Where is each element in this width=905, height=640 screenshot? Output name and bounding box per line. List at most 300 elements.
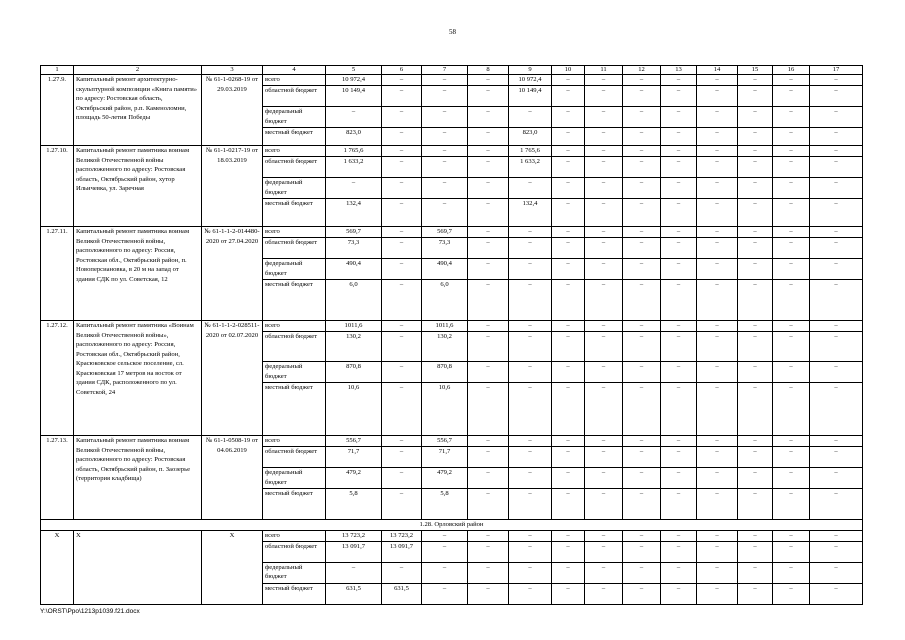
- item-name: Х: [74, 530, 202, 604]
- value-cell: –: [661, 280, 697, 321]
- value-cell: –: [468, 436, 509, 447]
- section-title: 1.28. Орловский район: [41, 520, 863, 531]
- funding-source: федеральный бюджет: [263, 259, 326, 280]
- value-cell: –: [773, 128, 810, 146]
- value-cell: 569,7: [326, 227, 382, 238]
- value-cell: 132,4: [326, 199, 382, 227]
- funding-source: областной бюджет: [263, 332, 326, 362]
- value-cell: –: [509, 530, 552, 541]
- value-cell: –: [773, 383, 810, 436]
- value-cell: –: [773, 468, 810, 489]
- value-cell: –: [773, 259, 810, 280]
- value-cell: –: [738, 107, 773, 128]
- value-cell: –: [509, 178, 552, 199]
- value-cell: –: [585, 530, 623, 541]
- value-cell: –: [585, 157, 623, 178]
- funding-source: федеральный бюджет: [263, 107, 326, 128]
- value-cell: –: [738, 489, 773, 520]
- value-cell: –: [326, 107, 382, 128]
- funding-source: федеральный бюджет: [263, 362, 326, 383]
- value-cell: –: [661, 107, 697, 128]
- page-number: 58: [449, 28, 456, 36]
- value-cell: –: [810, 199, 863, 227]
- value-cell: 1 633,2: [326, 157, 382, 178]
- value-cell: –: [697, 362, 738, 383]
- value-cell: –: [738, 447, 773, 468]
- value-cell: –: [661, 238, 697, 259]
- value-cell: –: [661, 541, 697, 562]
- value-cell: –: [623, 227, 661, 238]
- column-number: 13: [661, 66, 697, 75]
- value-cell: –: [661, 362, 697, 383]
- value-cell: –: [810, 332, 863, 362]
- value-cell: –: [810, 530, 863, 541]
- value-cell: –: [773, 489, 810, 520]
- value-cell: –: [468, 489, 509, 520]
- value-cell: –: [422, 530, 468, 541]
- value-cell: –: [585, 583, 623, 604]
- value-cell: –: [661, 468, 697, 489]
- value-cell: –: [697, 468, 738, 489]
- value-cell: –: [585, 199, 623, 227]
- value-cell: –: [468, 146, 509, 157]
- value-cell: –: [552, 259, 585, 280]
- value-cell: –: [738, 86, 773, 107]
- value-cell: 10,6: [422, 383, 468, 436]
- funding-source: местный бюджет: [263, 280, 326, 321]
- value-cell: –: [468, 447, 509, 468]
- value-cell: –: [468, 157, 509, 178]
- value-cell: 823,0: [326, 128, 382, 146]
- value-cell: –: [552, 227, 585, 238]
- value-cell: –: [326, 562, 382, 583]
- value-cell: –: [552, 178, 585, 199]
- value-cell: –: [697, 383, 738, 436]
- value-cell: –: [468, 332, 509, 362]
- value-cell: –: [623, 86, 661, 107]
- value-cell: –: [661, 321, 697, 332]
- value-cell: –: [697, 75, 738, 86]
- value-cell: –: [422, 178, 468, 199]
- item-document: № 61-1-1-2-028511-2020 от 02.07.2020: [202, 321, 263, 436]
- value-cell: –: [382, 75, 422, 86]
- funding-source: местный бюджет: [263, 128, 326, 146]
- value-cell: –: [422, 562, 468, 583]
- value-cell: –: [738, 259, 773, 280]
- value-cell: –: [738, 128, 773, 146]
- value-cell: –: [773, 178, 810, 199]
- value-cell: –: [697, 447, 738, 468]
- value-cell: –: [810, 107, 863, 128]
- funding-source: всего: [263, 146, 326, 157]
- value-cell: –: [623, 128, 661, 146]
- item-number: 1.27.9.: [41, 75, 74, 146]
- value-cell: –: [509, 259, 552, 280]
- value-cell: –: [738, 157, 773, 178]
- value-cell: –: [552, 530, 585, 541]
- value-cell: –: [585, 362, 623, 383]
- item-document: № 61-1-0268-19 от 29.03.2019: [202, 75, 263, 146]
- value-cell: –: [585, 280, 623, 321]
- value-cell: –: [773, 562, 810, 583]
- value-cell: –: [810, 468, 863, 489]
- value-cell: –: [382, 157, 422, 178]
- value-cell: –: [468, 530, 509, 541]
- value-cell: –: [509, 468, 552, 489]
- value-cell: –: [661, 447, 697, 468]
- value-cell: –: [468, 321, 509, 332]
- value-cell: –: [552, 583, 585, 604]
- item-document: № 61-1-1-2-014480-2020 от 27.04.2020: [202, 227, 263, 321]
- value-cell: –: [623, 75, 661, 86]
- funding-source: местный бюджет: [263, 489, 326, 520]
- value-cell: 1 633,2: [509, 157, 552, 178]
- item-name: Капитальный ремонт архитектурно-скульптурной композиции «Книга памяти» по адресу: Ростовская область, Октябрьский район, р.п. Каменоломни, площадь 50-летия Победы: [74, 75, 202, 146]
- value-cell: –: [773, 238, 810, 259]
- value-cell: –: [810, 447, 863, 468]
- value-cell: 823,0: [509, 128, 552, 146]
- value-cell: –: [552, 489, 585, 520]
- value-cell: –: [382, 332, 422, 362]
- value-cell: –: [697, 530, 738, 541]
- column-number: 1: [41, 66, 74, 75]
- value-cell: –: [738, 199, 773, 227]
- value-cell: –: [697, 107, 738, 128]
- value-cell: –: [697, 128, 738, 146]
- value-cell: –: [697, 583, 738, 604]
- value-cell: –: [422, 107, 468, 128]
- value-cell: –: [382, 227, 422, 238]
- value-cell: –: [422, 86, 468, 107]
- value-cell: –: [585, 383, 623, 436]
- item-document: Х: [202, 530, 263, 604]
- value-cell: –: [468, 86, 509, 107]
- funding-source: всего: [263, 530, 326, 541]
- value-cell: –: [509, 436, 552, 447]
- value-cell: –: [810, 238, 863, 259]
- value-cell: –: [738, 530, 773, 541]
- value-cell: –: [738, 562, 773, 583]
- budget-table: [40, 65, 863, 605]
- value-cell: –: [623, 238, 661, 259]
- value-cell: 132,4: [509, 199, 552, 227]
- value-cell: –: [697, 157, 738, 178]
- value-cell: –: [773, 332, 810, 362]
- value-cell: –: [382, 259, 422, 280]
- value-cell: –: [585, 541, 623, 562]
- value-cell: –: [810, 562, 863, 583]
- item-number: 1.27.11.: [41, 227, 74, 321]
- column-number: 8: [468, 66, 509, 75]
- funding-source: федеральный бюджет: [263, 178, 326, 199]
- item-number: 1.27.13.: [41, 436, 74, 520]
- value-cell: –: [697, 259, 738, 280]
- value-cell: –: [552, 332, 585, 362]
- value-cell: –: [552, 86, 585, 107]
- value-cell: –: [552, 541, 585, 562]
- value-cell: –: [623, 280, 661, 321]
- value-cell: –: [382, 468, 422, 489]
- value-cell: –: [738, 75, 773, 86]
- column-number: 16: [773, 66, 810, 75]
- funding-source: федеральный бюджет: [263, 468, 326, 489]
- value-cell: 1 765,6: [326, 146, 382, 157]
- value-cell: –: [623, 562, 661, 583]
- value-cell: –: [773, 321, 810, 332]
- value-cell: 71,7: [422, 447, 468, 468]
- value-cell: –: [552, 280, 585, 321]
- value-cell: –: [661, 227, 697, 238]
- funding-source: местный бюджет: [263, 199, 326, 227]
- value-cell: –: [623, 447, 661, 468]
- value-cell: –: [773, 75, 810, 86]
- value-cell: –: [738, 146, 773, 157]
- value-cell: –: [697, 227, 738, 238]
- column-number: 6: [382, 66, 422, 75]
- value-cell: –: [773, 227, 810, 238]
- value-cell: –: [738, 321, 773, 332]
- value-cell: –: [661, 178, 697, 199]
- value-cell: –: [738, 383, 773, 436]
- value-cell: –: [810, 146, 863, 157]
- column-number: 14: [697, 66, 738, 75]
- value-cell: –: [468, 383, 509, 436]
- value-cell: –: [468, 562, 509, 583]
- column-number: 17: [810, 66, 863, 75]
- column-number: 7: [422, 66, 468, 75]
- value-cell: –: [773, 436, 810, 447]
- value-cell: –: [509, 321, 552, 332]
- value-cell: –: [810, 157, 863, 178]
- value-cell: –: [697, 562, 738, 583]
- value-cell: 1011,6: [326, 321, 382, 332]
- value-cell: –: [468, 362, 509, 383]
- value-cell: 10,6: [326, 383, 382, 436]
- value-cell: –: [585, 562, 623, 583]
- value-cell: –: [773, 583, 810, 604]
- value-cell: –: [623, 383, 661, 436]
- value-cell: –: [382, 436, 422, 447]
- value-cell: –: [810, 541, 863, 562]
- value-cell: –: [585, 468, 623, 489]
- value-cell: 5,8: [422, 489, 468, 520]
- value-cell: –: [552, 107, 585, 128]
- value-cell: –: [509, 227, 552, 238]
- value-cell: –: [773, 447, 810, 468]
- value-cell: –: [509, 280, 552, 321]
- value-cell: –: [382, 447, 422, 468]
- column-number: 9: [509, 66, 552, 75]
- value-cell: –: [810, 489, 863, 520]
- value-cell: –: [509, 562, 552, 583]
- value-cell: –: [422, 128, 468, 146]
- value-cell: –: [738, 436, 773, 447]
- item-document: № 61-1-0217-19 от 18.03.2019: [202, 146, 263, 227]
- value-cell: 569,7: [422, 227, 468, 238]
- column-number: 12: [623, 66, 661, 75]
- value-cell: –: [810, 321, 863, 332]
- table-row: [41, 436, 863, 447]
- value-cell: –: [773, 199, 810, 227]
- value-cell: –: [585, 75, 623, 86]
- value-cell: –: [552, 199, 585, 227]
- value-cell: –: [585, 447, 623, 468]
- value-cell: –: [810, 178, 863, 199]
- value-cell: –: [623, 436, 661, 447]
- funding-source: всего: [263, 75, 326, 86]
- value-cell: –: [585, 259, 623, 280]
- value-cell: –: [810, 583, 863, 604]
- item-number: 1.27.10.: [41, 146, 74, 227]
- header-row: [41, 66, 863, 75]
- value-cell: –: [623, 107, 661, 128]
- value-cell: –: [382, 383, 422, 436]
- value-cell: –: [810, 128, 863, 146]
- value-cell: –: [552, 436, 585, 447]
- value-cell: –: [382, 146, 422, 157]
- value-cell: –: [738, 332, 773, 362]
- funding-source: областной бюджет: [263, 238, 326, 259]
- table-row: [41, 75, 863, 86]
- column-number: 5: [326, 66, 382, 75]
- value-cell: –: [422, 146, 468, 157]
- value-cell: –: [738, 227, 773, 238]
- item-number: Х: [41, 530, 74, 604]
- value-cell: –: [585, 436, 623, 447]
- value-cell: –: [326, 178, 382, 199]
- value-cell: –: [773, 107, 810, 128]
- value-cell: –: [697, 436, 738, 447]
- value-cell: –: [382, 238, 422, 259]
- value-cell: –: [382, 178, 422, 199]
- column-number: 2: [74, 66, 202, 75]
- value-cell: –: [422, 157, 468, 178]
- item-name: Капитальный ремонт памятника воинам Великой Отечественной войны, расположенного по адресу: Ростовская область, Октябрьский район, п. Заозерье (территория кладбища): [74, 436, 202, 520]
- value-cell: –: [661, 128, 697, 146]
- item-document: № 61-1-0508-19 от 04.06.2019: [202, 436, 263, 520]
- value-cell: –: [623, 199, 661, 227]
- value-cell: 10 972,4: [326, 75, 382, 86]
- funding-source: местный бюджет: [263, 383, 326, 436]
- value-cell: –: [468, 227, 509, 238]
- value-cell: –: [697, 541, 738, 562]
- table-row: [41, 146, 863, 157]
- value-cell: –: [623, 259, 661, 280]
- value-cell: –: [552, 447, 585, 468]
- value-cell: –: [697, 489, 738, 520]
- value-cell: 10 972,4: [509, 75, 552, 86]
- value-cell: –: [773, 146, 810, 157]
- value-cell: –: [623, 583, 661, 604]
- value-cell: –: [697, 321, 738, 332]
- value-cell: –: [661, 259, 697, 280]
- value-cell: –: [773, 530, 810, 541]
- value-cell: –: [697, 146, 738, 157]
- column-number: 15: [738, 66, 773, 75]
- value-cell: 73,3: [422, 238, 468, 259]
- funding-source: областной бюджет: [263, 541, 326, 562]
- value-cell: 479,2: [422, 468, 468, 489]
- value-cell: –: [738, 583, 773, 604]
- value-cell: 631,5: [382, 583, 422, 604]
- file-path-footer: Y:\ORST\Ppo\1213p1039.f21.docx: [40, 608, 140, 615]
- value-cell: –: [810, 280, 863, 321]
- value-cell: –: [468, 259, 509, 280]
- value-cell: 631,5: [326, 583, 382, 604]
- value-cell: –: [810, 383, 863, 436]
- value-cell: –: [738, 238, 773, 259]
- funding-source: всего: [263, 227, 326, 238]
- value-cell: 490,4: [326, 259, 382, 280]
- value-cell: –: [468, 468, 509, 489]
- value-cell: –: [810, 259, 863, 280]
- value-cell: –: [585, 238, 623, 259]
- value-cell: –: [585, 321, 623, 332]
- item-number: 1.27.12.: [41, 321, 74, 436]
- value-cell: –: [422, 199, 468, 227]
- value-cell: –: [585, 128, 623, 146]
- value-cell: –: [509, 489, 552, 520]
- value-cell: 71,7: [326, 447, 382, 468]
- value-cell: –: [773, 541, 810, 562]
- value-cell: 479,2: [326, 468, 382, 489]
- value-cell: –: [382, 199, 422, 227]
- value-cell: –: [382, 489, 422, 520]
- section-row: [41, 520, 863, 531]
- value-cell: –: [585, 107, 623, 128]
- value-cell: –: [738, 468, 773, 489]
- table-row: [41, 530, 863, 541]
- value-cell: 13 091,7: [326, 541, 382, 562]
- value-cell: 556,7: [326, 436, 382, 447]
- value-cell: –: [623, 468, 661, 489]
- value-cell: –: [661, 489, 697, 520]
- value-cell: –: [661, 436, 697, 447]
- value-cell: –: [623, 362, 661, 383]
- value-cell: –: [552, 128, 585, 146]
- value-cell: –: [382, 562, 422, 583]
- value-cell: –: [738, 362, 773, 383]
- value-cell: –: [509, 107, 552, 128]
- funding-source: областной бюджет: [263, 157, 326, 178]
- value-cell: –: [422, 541, 468, 562]
- value-cell: –: [552, 362, 585, 383]
- value-cell: –: [585, 146, 623, 157]
- value-cell: –: [382, 86, 422, 107]
- item-name: Капитальный ремонт памятника воинам Великой Отечественной войны, расположенного по адресу: Россия, Ростовская обл., Октябрьский район, п. Новоперсиановка, в 20 м на запад от здания СДК по ул. Советская, 12: [74, 227, 202, 321]
- value-cell: –: [509, 583, 552, 604]
- value-cell: 6,0: [326, 280, 382, 321]
- value-cell: –: [661, 157, 697, 178]
- value-cell: –: [623, 321, 661, 332]
- value-cell: –: [810, 227, 863, 238]
- value-cell: 1 765,6: [509, 146, 552, 157]
- value-cell: –: [585, 178, 623, 199]
- value-cell: –: [552, 468, 585, 489]
- value-cell: –: [468, 199, 509, 227]
- value-cell: 10 149,4: [509, 86, 552, 107]
- column-number: 3: [202, 66, 263, 75]
- value-cell: –: [585, 332, 623, 362]
- value-cell: –: [697, 238, 738, 259]
- funding-source: всего: [263, 321, 326, 332]
- value-cell: –: [661, 146, 697, 157]
- value-cell: –: [509, 447, 552, 468]
- value-cell: –: [623, 178, 661, 199]
- value-cell: –: [810, 86, 863, 107]
- value-cell: –: [623, 146, 661, 157]
- column-number: 4: [263, 66, 326, 75]
